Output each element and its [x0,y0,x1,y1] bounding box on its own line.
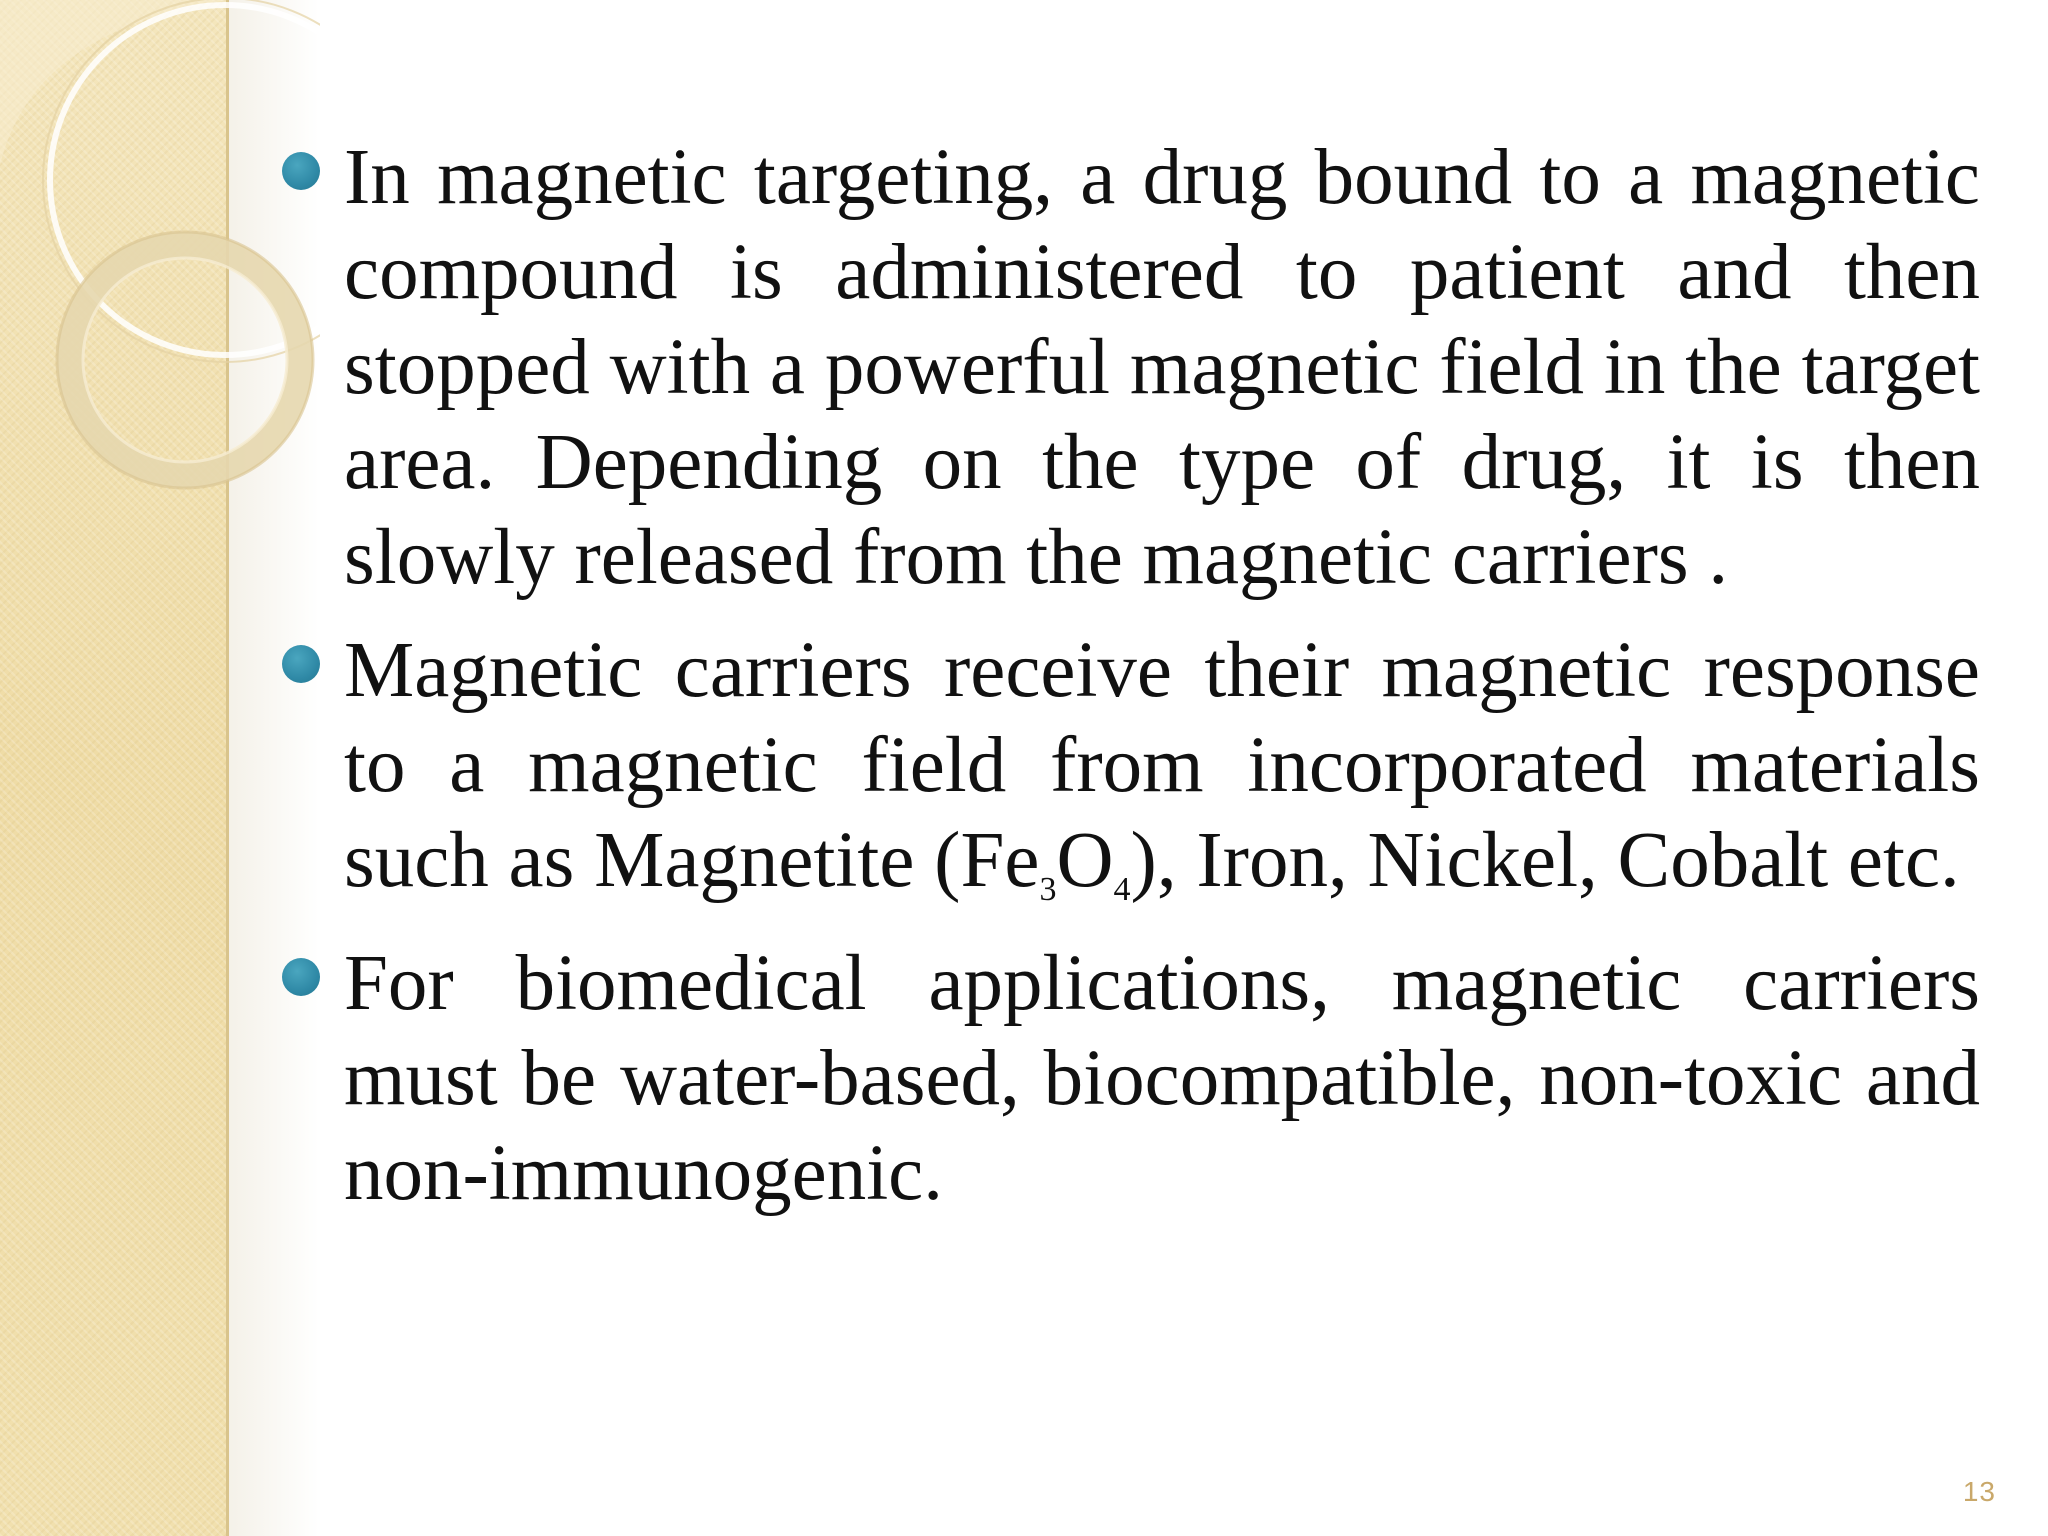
bullet-item [280,623,1980,908]
bullet-text-part: O [1056,817,1114,904]
bullet-dot-icon [282,152,320,190]
bullet-dot-icon [282,645,320,683]
decorative-rings [0,0,320,520]
slide-content [280,130,1980,1221]
bullet-text-part: Magnetic carriers receive their magnetic response to a magnetic field from incorporated materials such as Magnetite (Fe [344,627,1980,904]
bullet-text: In magnetic targeting, a drug bound to a magnetic compound is administered to patient and then stopped with a powerful magnetic field in the target area. Depending on the type of drug, it is then slowly released from the magnetic carriers . [344,134,1980,601]
subscript: 4 [1113,871,1131,908]
page-number: 13 [1962,1476,1996,1507]
bullet-item [280,130,1980,605]
bullet-dot-icon [282,958,320,996]
bullet-text [344,627,1980,908]
bullet-text-part: ), Iron, Nickel, Cobalt etc. [1130,817,1960,904]
bullet-item [280,936,1980,1221]
subscript: 3 [1039,871,1057,908]
bullet-text: For biomedical applications, magnetic carriers must be water-based, biocompatible, non-toxic and non-immunogenic. [344,940,1980,1217]
